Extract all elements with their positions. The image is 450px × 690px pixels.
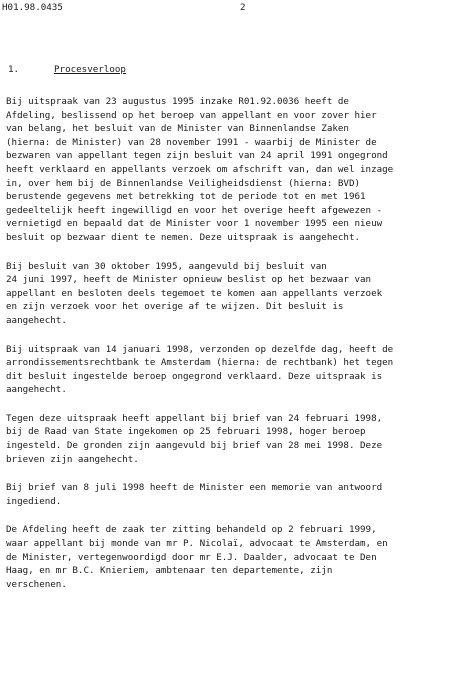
text-line: dit besluit ingestelde beroep ongegrond verklaard. Deze uitspraak is — [6, 370, 383, 382]
text-line: bezwaren van appellant tegen zijn besluit van 24 april 1991 ongegrond — [6, 150, 388, 162]
text-line: Bij besluit van 30 oktober 1995, aangevuld bij besluit van — [6, 260, 327, 272]
section-heading — [8, 64, 126, 75]
text-line: besluit op bezwaar dient te nemen. Deze uitspraak is aangehecht. — [6, 231, 361, 243]
text-line: van belang, het besluit van de Minister van Binnenlandse Zaken — [6, 123, 349, 135]
text-line: Afdeling, beslissend op het beroep van appellant en voor zover hier — [6, 109, 377, 121]
paragraph — [6, 412, 446, 466]
text-line: 24 juni 1997, heeft de Minister opnieuw beslist op het bezwaar van — [6, 274, 372, 286]
paragraph — [6, 95, 446, 245]
paragraph — [6, 481, 446, 508]
text-line: Bij brief van 8 juli 1998 heeft de Minister een memorie van antwoord — [6, 482, 383, 494]
text-line: Tegen deze uitspraak heeft appellant bij brief van 24 februari 1998, — [6, 412, 383, 424]
text-line: ingediend. — [6, 495, 62, 507]
text-line: Bij uitspraak van 14 januari 1998, verzonden op dezelfde dag, heeft de — [6, 343, 394, 355]
text-line: in, over hem bij de Binnenlandse Veiligheidsdienst (hierna: BVD) — [6, 177, 361, 189]
text-line: aangehecht. — [6, 314, 67, 326]
document-number: H01.98.0435 — [2, 2, 63, 13]
text-line: appellant en besloten deels tegemoet te komen aan appellants verzoek — [6, 287, 383, 299]
page-header — [2, 2, 448, 16]
paragraph — [6, 260, 446, 328]
text-line: De Afdeling heeft de zaak ter zitting behandeld op 2 februari 1999, — [6, 524, 377, 536]
text-line: ingesteld. De gronden zijn aangevuld bij brief van 28 mei 1998. Deze — [6, 440, 383, 452]
text-line: waar appellant bij monde van mr P. Nicolaï, advocaat te Amsterdam, en — [6, 538, 388, 550]
document-body — [6, 95, 446, 606]
text-line: vernietigd en bepaald dat de Minister voor 1 november 1995 een nieuw — [6, 218, 383, 230]
text-line: Haag, en mr B.C. Knieriem, ambtenaar ten departemente, zijn — [6, 565, 333, 577]
text-line: heeft verklaard en appellants verzoek om afschrift van, dan wel inzage — [6, 163, 394, 175]
text-line: de Minister, vertegenwoordigd door mr E.J. Daalder, advocaat te Den — [6, 551, 377, 563]
section-number: 1. — [8, 64, 20, 75]
text-line: en zijn verzoek voor het overige af te wijzen. Dit besluit is — [6, 301, 344, 313]
paragraph — [6, 523, 446, 591]
text-line: aangehecht. — [6, 384, 67, 396]
paragraph — [6, 343, 446, 397]
text-line: berustende gegevens met betrekking tot de periode tot en met 1961 — [6, 191, 366, 203]
page-number: 2 — [240, 2, 246, 13]
text-line: (hierna: de Minister) van 28 november 1991 - waarbij de Minister de — [6, 136, 377, 148]
text-line: bij de Raad van State ingekomen op 25 februari 1998, hoger beroep — [6, 426, 366, 438]
text-line: verschenen. — [6, 578, 67, 590]
text-line: arrondissementsrechtbank te Amsterdam (hierna: de rechtbank) het tegen — [6, 357, 394, 369]
text-line: Bij uitspraak van 23 augustus 1995 inzake R01.92.0036 heeft de — [6, 96, 349, 107]
text-line: gedeeltelijk heeft ingewilligd en voor het overige heeft afgewezen - — [6, 204, 383, 216]
text-line: brieven zijn aangehecht. — [6, 453, 139, 465]
section-title: Procesverloop — [54, 64, 126, 75]
